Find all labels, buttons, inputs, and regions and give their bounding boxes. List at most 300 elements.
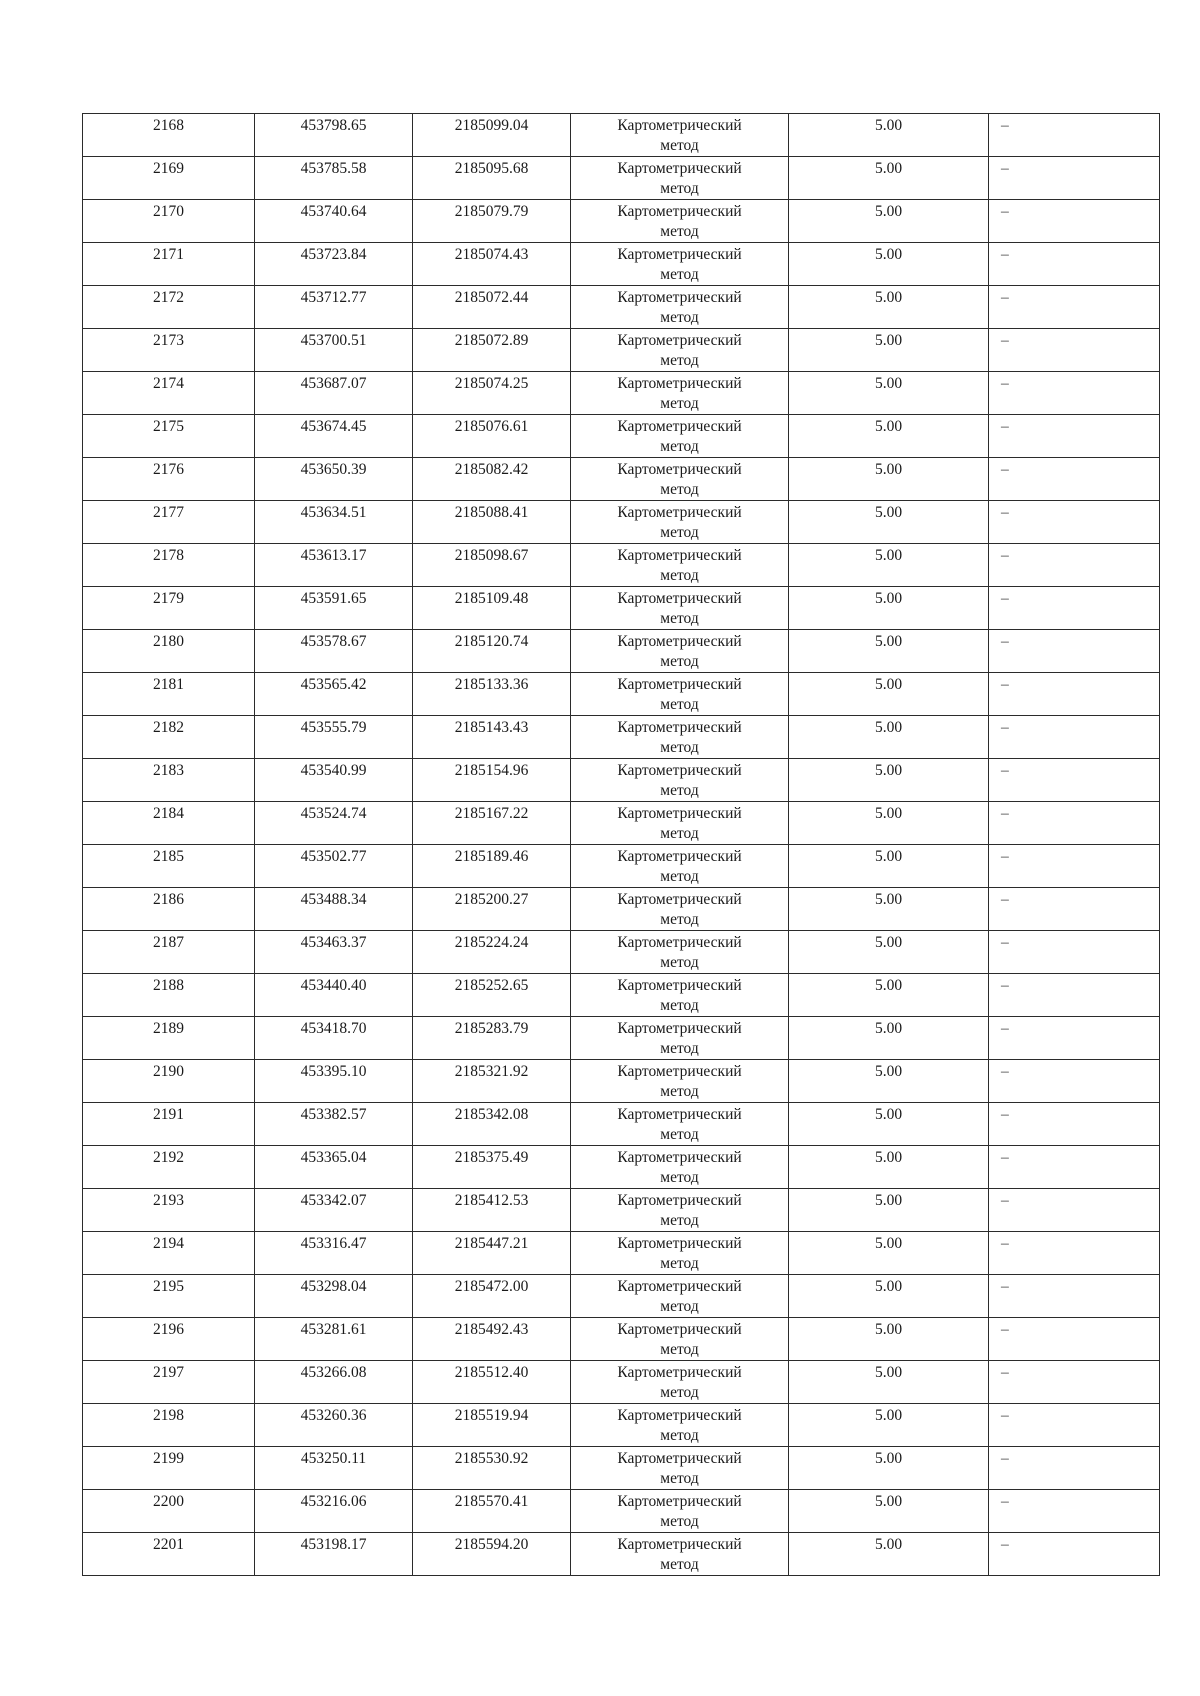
point-number-cell: 2180 — [83, 630, 255, 673]
accuracy-cell: 5.00 — [789, 1146, 989, 1189]
method-line-1: Картометрический — [617, 1063, 742, 1080]
x-coordinate-cell: 453382.57 — [255, 1103, 413, 1146]
accuracy-cell: 5.00 — [789, 157, 989, 200]
note-cell: – — [989, 501, 1160, 544]
x-coordinate-cell: 453365.04 — [255, 1146, 413, 1189]
x-coordinate-cell: 453723.84 — [255, 243, 413, 286]
method-line-1: Картометрический — [617, 117, 742, 134]
note-cell: – — [989, 1189, 1160, 1232]
y-coordinate-cell: 2185099.04 — [413, 114, 571, 157]
table-row — [83, 243, 1160, 286]
point-number-cell: 2169 — [83, 157, 255, 200]
table-row — [83, 1060, 1160, 1103]
x-coordinate-cell: 453712.77 — [255, 286, 413, 329]
method-cell — [571, 415, 789, 458]
point-number-cell: 2199 — [83, 1447, 255, 1490]
method-cell — [571, 1060, 789, 1103]
note-cell: – — [989, 157, 1160, 200]
method-line-2: метод — [660, 223, 699, 240]
method-line-1: Картометрический — [617, 1192, 742, 1209]
x-coordinate-cell: 453298.04 — [255, 1275, 413, 1318]
note-cell: – — [989, 759, 1160, 802]
method-line-2: метод — [660, 137, 699, 154]
note-cell: – — [989, 1275, 1160, 1318]
note-cell: – — [989, 243, 1160, 286]
accuracy-cell: 5.00 — [789, 974, 989, 1017]
method-cell — [571, 1404, 789, 1447]
note-cell: – — [989, 716, 1160, 759]
x-coordinate-cell: 453395.10 — [255, 1060, 413, 1103]
method-cell — [571, 114, 789, 157]
method-line-2: метод — [660, 352, 699, 369]
method-line-2: метод — [660, 481, 699, 498]
note-cell: – — [989, 1146, 1160, 1189]
method-line-2: метод — [660, 524, 699, 541]
table-row — [83, 587, 1160, 630]
point-number-cell: 2170 — [83, 200, 255, 243]
x-coordinate-cell: 453613.17 — [255, 544, 413, 587]
note-cell: – — [989, 931, 1160, 974]
point-number-cell: 2188 — [83, 974, 255, 1017]
method-line-2: метод — [660, 1556, 699, 1573]
method-line-2: метод — [660, 1384, 699, 1401]
method-line-1: Картометрический — [617, 805, 742, 822]
table-row — [83, 372, 1160, 415]
method-line-2: метод — [660, 825, 699, 842]
x-coordinate-cell: 453634.51 — [255, 501, 413, 544]
point-number-cell: 2196 — [83, 1318, 255, 1361]
table-row — [83, 1232, 1160, 1275]
x-coordinate-cell: 453591.65 — [255, 587, 413, 630]
accuracy-cell: 5.00 — [789, 372, 989, 415]
method-line-1: Картометрический — [617, 1149, 742, 1166]
x-coordinate-cell: 453700.51 — [255, 329, 413, 372]
method-line-2: метод — [660, 1040, 699, 1057]
table-row — [83, 1103, 1160, 1146]
y-coordinate-cell: 2185167.22 — [413, 802, 571, 845]
x-coordinate-cell: 453565.42 — [255, 673, 413, 716]
note-cell: – — [989, 544, 1160, 587]
x-coordinate-cell: 453798.65 — [255, 114, 413, 157]
method-cell — [571, 458, 789, 501]
y-coordinate-cell: 2185412.53 — [413, 1189, 571, 1232]
y-coordinate-cell: 2185594.20 — [413, 1533, 571, 1576]
note-cell: – — [989, 200, 1160, 243]
note-cell: – — [989, 1232, 1160, 1275]
method-cell — [571, 716, 789, 759]
method-line-1: Картометрический — [617, 461, 742, 478]
x-coordinate-cell: 453418.70 — [255, 1017, 413, 1060]
method-line-2: метод — [660, 1341, 699, 1358]
point-number-cell: 2200 — [83, 1490, 255, 1533]
method-line-2: метод — [660, 395, 699, 412]
table-row — [83, 716, 1160, 759]
method-cell — [571, 243, 789, 286]
method-cell — [571, 587, 789, 630]
method-cell — [571, 157, 789, 200]
note-cell: – — [989, 802, 1160, 845]
table-row — [83, 1533, 1160, 1576]
method-line-1: Картометрический — [617, 1364, 742, 1381]
y-coordinate-cell: 2185472.00 — [413, 1275, 571, 1318]
point-number-cell: 2185 — [83, 845, 255, 888]
accuracy-cell: 5.00 — [789, 716, 989, 759]
point-number-cell: 2178 — [83, 544, 255, 587]
method-line-1: Картометрический — [617, 1278, 742, 1295]
method-line-1: Картометрический — [617, 1321, 742, 1338]
point-number-cell: 2179 — [83, 587, 255, 630]
method-cell — [571, 974, 789, 1017]
table-row — [83, 157, 1160, 200]
note-cell: – — [989, 630, 1160, 673]
method-cell — [571, 329, 789, 372]
method-line-2: метод — [660, 954, 699, 971]
y-coordinate-cell: 2185088.41 — [413, 501, 571, 544]
method-cell — [571, 1490, 789, 1533]
point-number-cell: 2168 — [83, 114, 255, 157]
accuracy-cell: 5.00 — [789, 415, 989, 458]
method-line-2: метод — [660, 1427, 699, 1444]
x-coordinate-cell: 453216.06 — [255, 1490, 413, 1533]
method-line-1: Картометрический — [617, 977, 742, 994]
note-cell: – — [989, 1361, 1160, 1404]
accuracy-cell: 5.00 — [789, 458, 989, 501]
y-coordinate-cell: 2185321.92 — [413, 1060, 571, 1103]
accuracy-cell: 5.00 — [789, 845, 989, 888]
y-coordinate-cell: 2185252.65 — [413, 974, 571, 1017]
x-coordinate-cell: 453555.79 — [255, 716, 413, 759]
note-cell: – — [989, 1447, 1160, 1490]
x-coordinate-cell: 453316.47 — [255, 1232, 413, 1275]
note-cell: – — [989, 1017, 1160, 1060]
accuracy-cell: 5.00 — [789, 1361, 989, 1404]
y-coordinate-cell: 2185512.40 — [413, 1361, 571, 1404]
note-cell: – — [989, 458, 1160, 501]
point-number-cell: 2197 — [83, 1361, 255, 1404]
method-line-2: метод — [660, 911, 699, 928]
accuracy-cell: 5.00 — [789, 200, 989, 243]
note-cell: – — [989, 286, 1160, 329]
method-line-2: метод — [660, 180, 699, 197]
coordinates-table — [82, 113, 1160, 1576]
accuracy-cell: 5.00 — [789, 243, 989, 286]
table-row — [83, 1318, 1160, 1361]
table-row — [83, 200, 1160, 243]
method-line-1: Картометрический — [617, 418, 742, 435]
accuracy-cell: 5.00 — [789, 1189, 989, 1232]
point-number-cell: 2194 — [83, 1232, 255, 1275]
y-coordinate-cell: 2185283.79 — [413, 1017, 571, 1060]
accuracy-cell: 5.00 — [789, 630, 989, 673]
y-coordinate-cell: 2185519.94 — [413, 1404, 571, 1447]
accuracy-cell: 5.00 — [789, 1490, 989, 1533]
point-number-cell: 2189 — [83, 1017, 255, 1060]
coordinates-table-body — [83, 114, 1160, 1576]
method-line-2: метод — [660, 1255, 699, 1272]
x-coordinate-cell: 453650.39 — [255, 458, 413, 501]
method-line-2: метод — [660, 567, 699, 584]
method-line-1: Картометрический — [617, 547, 742, 564]
method-line-1: Картометрический — [617, 762, 742, 779]
y-coordinate-cell: 2185492.43 — [413, 1318, 571, 1361]
note-cell: – — [989, 1490, 1160, 1533]
method-line-2: метод — [660, 1513, 699, 1530]
note-cell: – — [989, 329, 1160, 372]
method-line-2: метод — [660, 653, 699, 670]
table-row — [83, 1146, 1160, 1189]
point-number-cell: 2201 — [83, 1533, 255, 1576]
x-coordinate-cell: 453440.40 — [255, 974, 413, 1017]
y-coordinate-cell: 2185072.89 — [413, 329, 571, 372]
accuracy-cell: 5.00 — [789, 802, 989, 845]
method-line-1: Картометрический — [617, 1235, 742, 1252]
point-number-cell: 2176 — [83, 458, 255, 501]
accuracy-cell: 5.00 — [789, 286, 989, 329]
point-number-cell: 2195 — [83, 1275, 255, 1318]
y-coordinate-cell: 2185530.92 — [413, 1447, 571, 1490]
method-line-2: метод — [660, 1470, 699, 1487]
method-line-2: метод — [660, 739, 699, 756]
x-coordinate-cell: 453266.08 — [255, 1361, 413, 1404]
point-number-cell: 2191 — [83, 1103, 255, 1146]
x-coordinate-cell: 453540.99 — [255, 759, 413, 802]
accuracy-cell: 5.00 — [789, 1017, 989, 1060]
point-number-cell: 2198 — [83, 1404, 255, 1447]
method-line-1: Картометрический — [617, 289, 742, 306]
method-cell — [571, 1533, 789, 1576]
note-cell: – — [989, 1103, 1160, 1146]
method-line-2: метод — [660, 438, 699, 455]
accuracy-cell: 5.00 — [789, 1318, 989, 1361]
method-cell — [571, 888, 789, 931]
x-coordinate-cell: 453281.61 — [255, 1318, 413, 1361]
accuracy-cell: 5.00 — [789, 329, 989, 372]
method-cell — [571, 286, 789, 329]
accuracy-cell: 5.00 — [789, 1533, 989, 1576]
note-cell: – — [989, 415, 1160, 458]
x-coordinate-cell: 453342.07 — [255, 1189, 413, 1232]
table-row — [83, 544, 1160, 587]
method-cell — [571, 802, 789, 845]
point-number-cell: 2177 — [83, 501, 255, 544]
table-row — [83, 415, 1160, 458]
y-coordinate-cell: 2185079.79 — [413, 200, 571, 243]
method-cell — [571, 759, 789, 802]
x-coordinate-cell: 453463.37 — [255, 931, 413, 974]
table-row — [83, 802, 1160, 845]
method-cell — [571, 1318, 789, 1361]
table-row — [83, 1447, 1160, 1490]
method-line-1: Картометрический — [617, 891, 742, 908]
x-coordinate-cell: 453740.64 — [255, 200, 413, 243]
y-coordinate-cell: 2185074.43 — [413, 243, 571, 286]
accuracy-cell: 5.00 — [789, 114, 989, 157]
y-coordinate-cell: 2185095.68 — [413, 157, 571, 200]
accuracy-cell: 5.00 — [789, 1232, 989, 1275]
method-line-1: Картометрический — [617, 848, 742, 865]
method-line-2: метод — [660, 782, 699, 799]
table-row — [83, 458, 1160, 501]
table-row — [83, 630, 1160, 673]
y-coordinate-cell: 2185224.24 — [413, 931, 571, 974]
x-coordinate-cell: 453687.07 — [255, 372, 413, 415]
point-number-cell: 2181 — [83, 673, 255, 716]
table-row — [83, 888, 1160, 931]
y-coordinate-cell: 2185109.48 — [413, 587, 571, 630]
table-row — [83, 286, 1160, 329]
x-coordinate-cell: 453502.77 — [255, 845, 413, 888]
point-number-cell: 2187 — [83, 931, 255, 974]
y-coordinate-cell: 2185076.61 — [413, 415, 571, 458]
table-row — [83, 759, 1160, 802]
note-cell: – — [989, 372, 1160, 415]
method-line-2: метод — [660, 1298, 699, 1315]
method-cell — [571, 501, 789, 544]
method-line-1: Картометрический — [617, 1450, 742, 1467]
method-line-2: метод — [660, 309, 699, 326]
method-line-2: метод — [660, 1083, 699, 1100]
table-row — [83, 1017, 1160, 1060]
accuracy-cell: 5.00 — [789, 888, 989, 931]
method-line-1: Картометрический — [617, 1106, 742, 1123]
y-coordinate-cell: 2185133.36 — [413, 673, 571, 716]
method-line-1: Картометрический — [617, 1493, 742, 1510]
accuracy-cell: 5.00 — [789, 1447, 989, 1490]
method-line-1: Картометрический — [617, 203, 742, 220]
y-coordinate-cell: 2185143.43 — [413, 716, 571, 759]
x-coordinate-cell: 453488.34 — [255, 888, 413, 931]
note-cell: – — [989, 974, 1160, 1017]
method-cell — [571, 544, 789, 587]
table-row — [83, 1189, 1160, 1232]
y-coordinate-cell: 2185082.42 — [413, 458, 571, 501]
x-coordinate-cell: 453785.58 — [255, 157, 413, 200]
table-row — [83, 1361, 1160, 1404]
method-cell — [571, 372, 789, 415]
accuracy-cell: 5.00 — [789, 931, 989, 974]
method-cell — [571, 1103, 789, 1146]
note-cell: – — [989, 1533, 1160, 1576]
y-coordinate-cell: 2185447.21 — [413, 1232, 571, 1275]
note-cell: – — [989, 1404, 1160, 1447]
accuracy-cell: 5.00 — [789, 1060, 989, 1103]
accuracy-cell: 5.00 — [789, 1404, 989, 1447]
note-cell: – — [989, 845, 1160, 888]
point-number-cell: 2190 — [83, 1060, 255, 1103]
x-coordinate-cell: 453260.36 — [255, 1404, 413, 1447]
method-line-1: Картометрический — [617, 246, 742, 263]
method-line-2: метод — [660, 868, 699, 885]
method-cell — [571, 1146, 789, 1189]
table-row — [83, 501, 1160, 544]
x-coordinate-cell: 453250.11 — [255, 1447, 413, 1490]
point-number-cell: 2175 — [83, 415, 255, 458]
accuracy-cell: 5.00 — [789, 587, 989, 630]
method-cell — [571, 630, 789, 673]
accuracy-cell: 5.00 — [789, 1275, 989, 1318]
accuracy-cell: 5.00 — [789, 673, 989, 716]
method-line-1: Картометрический — [617, 934, 742, 951]
method-line-1: Картометрический — [617, 332, 742, 349]
method-line-1: Картометрический — [617, 719, 742, 736]
y-coordinate-cell: 2185375.49 — [413, 1146, 571, 1189]
method-line-2: метод — [660, 610, 699, 627]
x-coordinate-cell: 453198.17 — [255, 1533, 413, 1576]
method-cell — [571, 845, 789, 888]
table-row — [83, 931, 1160, 974]
note-cell: – — [989, 1060, 1160, 1103]
method-cell — [571, 1275, 789, 1318]
y-coordinate-cell: 2185072.44 — [413, 286, 571, 329]
accuracy-cell: 5.00 — [789, 501, 989, 544]
method-cell — [571, 1361, 789, 1404]
point-number-cell: 2193 — [83, 1189, 255, 1232]
method-line-1: Картометрический — [617, 633, 742, 650]
table-row — [83, 114, 1160, 157]
accuracy-cell: 5.00 — [789, 759, 989, 802]
method-line-1: Картометрический — [617, 590, 742, 607]
point-number-cell: 2182 — [83, 716, 255, 759]
y-coordinate-cell: 2185189.46 — [413, 845, 571, 888]
y-coordinate-cell: 2185120.74 — [413, 630, 571, 673]
accuracy-cell: 5.00 — [789, 1103, 989, 1146]
method-cell — [571, 1447, 789, 1490]
method-line-1: Картометрический — [617, 1020, 742, 1037]
point-number-cell: 2184 — [83, 802, 255, 845]
accuracy-cell: 5.00 — [789, 544, 989, 587]
x-coordinate-cell: 453578.67 — [255, 630, 413, 673]
point-number-cell: 2173 — [83, 329, 255, 372]
note-cell: – — [989, 114, 1160, 157]
method-cell — [571, 1189, 789, 1232]
point-number-cell: 2174 — [83, 372, 255, 415]
method-line-2: метод — [660, 1212, 699, 1229]
method-line-1: Картометрический — [617, 160, 742, 177]
table-row — [83, 1404, 1160, 1447]
table-row — [83, 845, 1160, 888]
method-line-1: Картометрический — [617, 375, 742, 392]
method-line-1: Картометрический — [617, 504, 742, 521]
point-number-cell: 2192 — [83, 1146, 255, 1189]
table-row — [83, 673, 1160, 716]
method-line-2: метод — [660, 696, 699, 713]
table-row — [83, 974, 1160, 1017]
method-cell — [571, 931, 789, 974]
table-row — [83, 1490, 1160, 1533]
method-line-2: метод — [660, 266, 699, 283]
x-coordinate-cell: 453674.45 — [255, 415, 413, 458]
method-line-1: Картометрический — [617, 1536, 742, 1553]
method-cell — [571, 1017, 789, 1060]
method-cell — [571, 673, 789, 716]
note-cell: – — [989, 1318, 1160, 1361]
method-line-2: метод — [660, 1169, 699, 1186]
method-cell — [571, 200, 789, 243]
y-coordinate-cell: 2185074.25 — [413, 372, 571, 415]
y-coordinate-cell: 2185570.41 — [413, 1490, 571, 1533]
y-coordinate-cell: 2185342.08 — [413, 1103, 571, 1146]
method-line-2: метод — [660, 1126, 699, 1143]
note-cell: – — [989, 888, 1160, 931]
point-number-cell: 2183 — [83, 759, 255, 802]
method-line-1: Картометрический — [617, 1407, 742, 1424]
y-coordinate-cell: 2185098.67 — [413, 544, 571, 587]
point-number-cell: 2186 — [83, 888, 255, 931]
method-line-1: Картометрический — [617, 676, 742, 693]
x-coordinate-cell: 453524.74 — [255, 802, 413, 845]
note-cell: – — [989, 587, 1160, 630]
method-cell — [571, 1232, 789, 1275]
